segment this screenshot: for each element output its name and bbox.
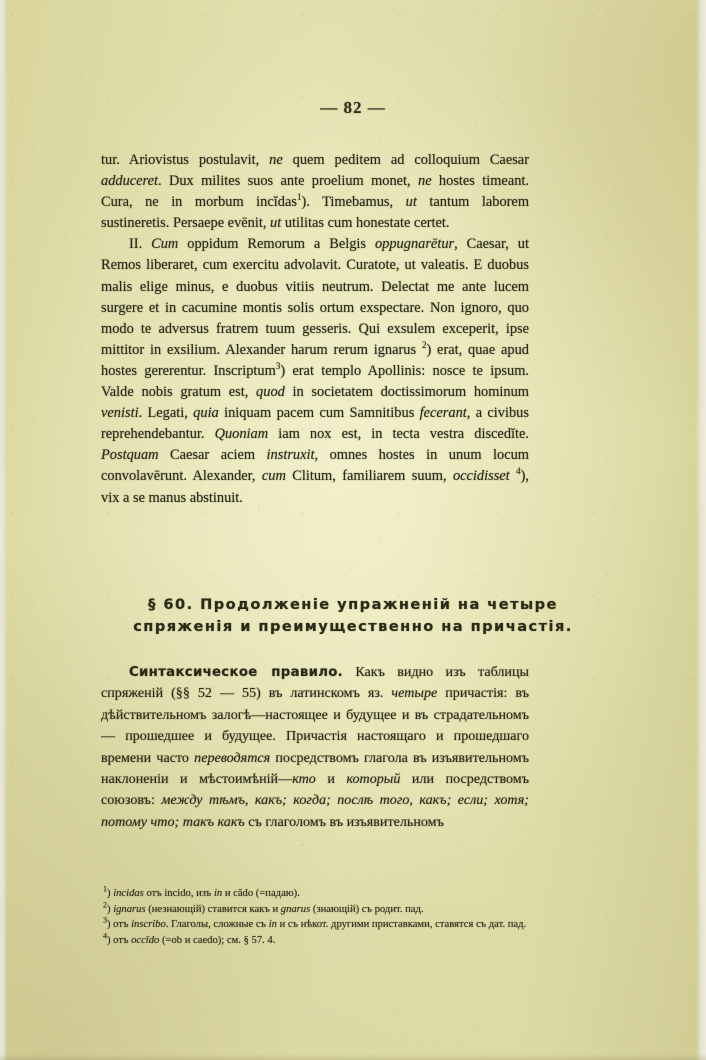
footnote-separator-rule: [101, 879, 251, 880]
footnote-item: $^1$) incidas отъ incido, изъ in и cădo (=падаю).: [103, 884, 300, 899]
footnote-item: $^3$) отъ inscribo. Глаголы, сложные съ in и съ нѣкот. другими приставками, ставятся съ дат. пад.: [103, 915, 527, 931]
section-heading: [92, 594, 614, 638]
footnote-item: $^2$) ignarus (незнающій) ставится какъ и gnarus (знающій) съ родит. пад.: [103, 900, 424, 915]
footnote-item: $^4$) отъ occīdo (=ob и caedo); см. § 57. 4.: [103, 931, 276, 946]
section-heading-line-1: § 60. Продолженіе упражненій на четыре: [148, 596, 558, 613]
latin-paragraph-1: tur. Ariovistus postulavit, ne quem peditem ad colloquium Caesar adduceret. Dux milites suos ante proelium monet, ne hostes timeant. Cura, ne in morbum incĭdas$^1$). Timebamus, ut tantum laborem sustineretis. Persaepe evēnit, ut utilitas cum honestate certet.: [101, 152, 530, 232]
latin-exercise-block: [101, 150, 529, 509]
page-folio-number: — 82 —: [320, 98, 386, 117]
syntax-rule-block: [101, 662, 529, 833]
latin-paragraph-2: II. Cum oppidum Remorum a Belgis oppugnarētur, Caesar, ut Remos liberaret, cum exercitu advolavit. Curatote, ut valeatis. E duobus malis elige minus, e duobus vitiis neutrum. Delectat me ante lucem surgere et in cacumine montis solis ortum exspectare. Non ignoro, quo modo te adversus fratrem tuum gesseris. Qui exsulem exceperit, ipse mittitor in exsilium. Alexander harum rerum ignarus $^2$) erat, quae apud hostes gererentur. Inscriptum$^3$) erat templo Apollinis: nosce te ipsum. Valde nobis gratum est, quod in societatem doctissimorum hominum venisti. Legati, quia iniquam pacem cum Samnitibus fecerant, a civibus reprehendebantur. Quoniam iam nox est, in tecta vestra discedĭte. Postquam Caesar aciem instruxit, omnes hostes in unum locum convolavērunt. Alexander, cum Clitum, familiarem suum, occidisset $^4$), vix a se manus abstinuit.: [101, 236, 530, 506]
footnotes-block: [67, 886, 637, 948]
syntax-rule-paragraph: Синтаксическое правило. Какъ видно изъ таблицы спряженій (§§ 52 — 55) въ латинскомъ яз. четыре причастія: въ дѣйствительномъ залогѣ—настоящее и будущее и въ страдательномъ — прошедшее и будущее. Причастія настоящаго и прошедшаго времени часто переводятся посредствомъ глагола въ изъявительномъ наклоненіи и мѣстоимѣній—кто и который или посредствомъ союзовъ: между тѣмъ, какъ; когда; послѣ того, какъ; если; хотя; потому что; такъ какъ съ глаголомъ въ изъявительномъ: [101, 664, 530, 830]
section-heading-line-2: спряженія и преимущественно на причастія.: [133, 618, 573, 635]
